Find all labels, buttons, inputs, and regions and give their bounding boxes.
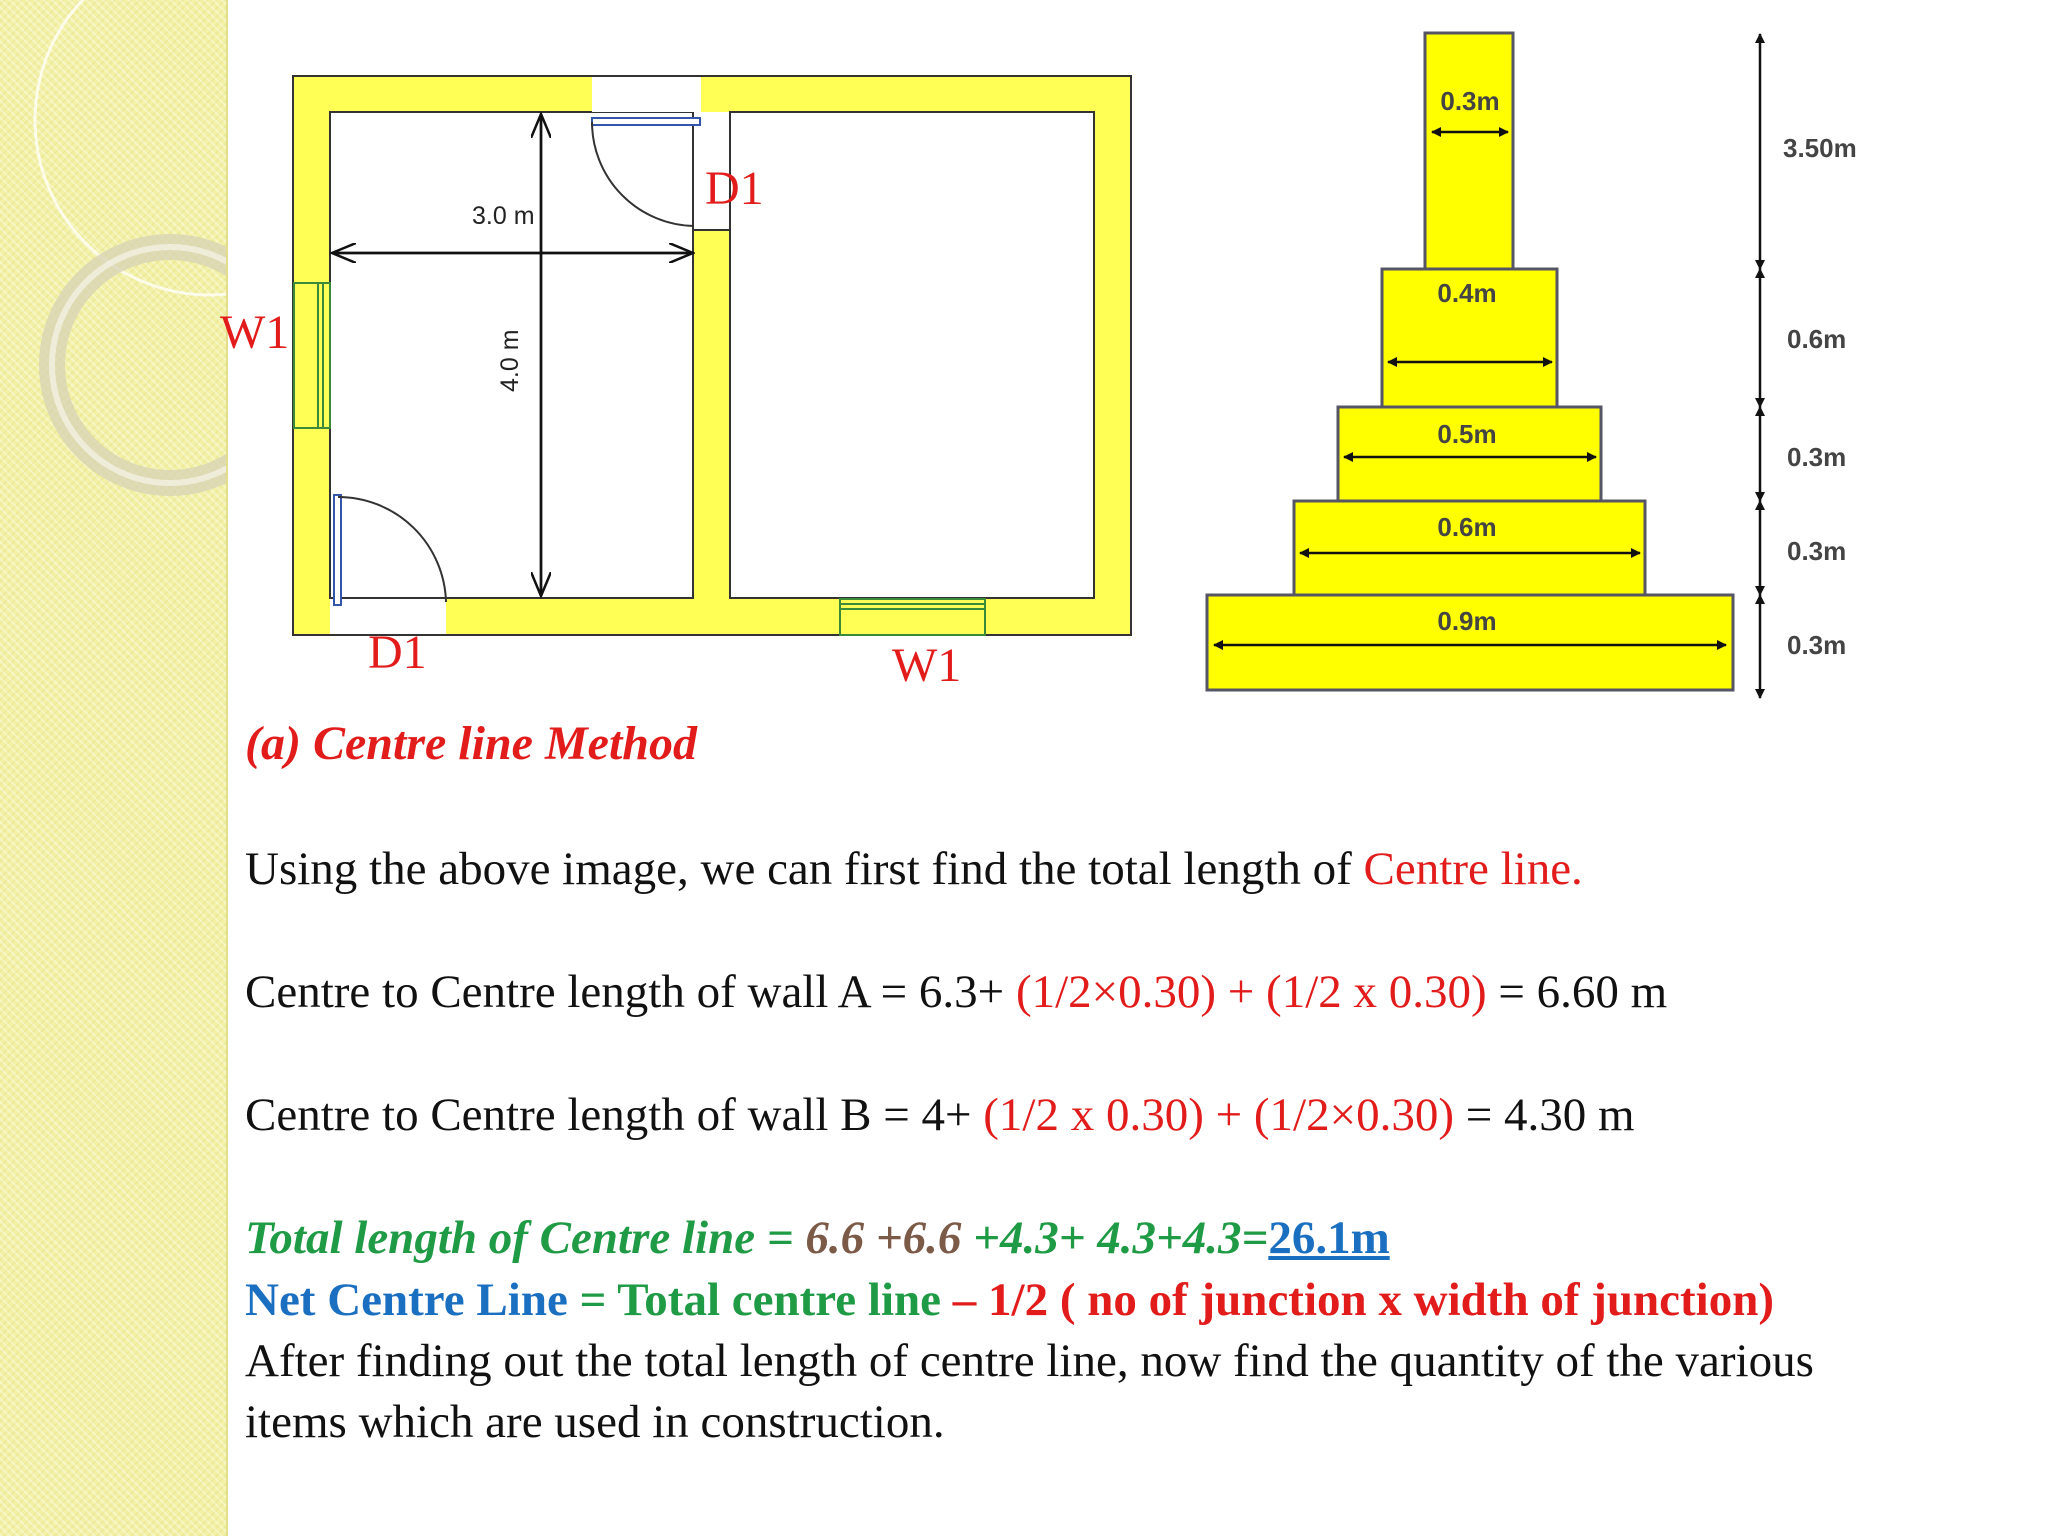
wall-a-line	[245, 965, 1667, 1019]
door-swing-bottom	[338, 497, 446, 602]
footing-section	[1207, 33, 1857, 698]
dim-width-label: 3.0 m	[472, 202, 535, 230]
width-label-5: 0.9m	[1437, 606, 1497, 636]
door-label-top: D1	[705, 162, 764, 215]
total-part-b: +4.3+ 4.3+4.3=	[973, 1212, 1269, 1264]
wall-b-line	[245, 1088, 1635, 1142]
height-label-5: 0.3m	[1787, 630, 1847, 660]
window-bottom	[840, 599, 985, 635]
heading: (a) Centre line Method	[245, 717, 697, 770]
net-equals: = Total centre line	[567, 1274, 953, 1326]
after-line-1: After finding out the total length of centre line, now find the quantity of the various	[245, 1335, 1814, 1387]
door-swing-top	[592, 122, 694, 226]
net-label: Net Centre Line	[245, 1274, 568, 1326]
door-leaf-bottom	[334, 495, 341, 605]
height-label-4: 0.3m	[1787, 536, 1847, 566]
total-text: Total length of Centre line =	[245, 1212, 806, 1264]
width-label-2: 0.4m	[1437, 278, 1497, 308]
intro-text: Using the above image, we can first find the total length of	[245, 843, 1364, 895]
door-label-bottom: D1	[368, 626, 427, 679]
window-label-bottom: W1	[892, 639, 962, 692]
footing-step-1	[1425, 33, 1513, 269]
intro-highlight: Centre line.	[1363, 843, 1583, 895]
diagram	[0, 0, 2048, 720]
door-opening-top	[592, 77, 701, 112]
wall-b-result: = 4.30 m	[1454, 1089, 1635, 1141]
wall-b-text: Centre to Centre length of wall B = 4+	[245, 1089, 984, 1141]
total-result: 26.1m	[1268, 1212, 1390, 1264]
wall-b-terms: (1/2 x 0.30) + (1/2×0.30)	[983, 1089, 1455, 1141]
wall-a-result: = 6.60 m	[1486, 966, 1668, 1018]
width-label-4: 0.6m	[1437, 512, 1497, 542]
net-formula: – 1/2 ( no of junction x width of junction)	[952, 1274, 1775, 1326]
wall-a-terms: (1/2×0.30) + (1/2 x 0.30)	[1015, 966, 1487, 1018]
total-line	[245, 1211, 1390, 1265]
height-label-3: 0.3m	[1787, 442, 1847, 472]
intro-line	[245, 842, 1583, 896]
height-label-1: 3.50m	[1783, 133, 1857, 163]
total-part-a: 6.6 +6.6	[805, 1212, 974, 1264]
door-leaf-top	[592, 118, 700, 125]
window-left	[294, 283, 330, 428]
height-label-2: 0.6m	[1787, 324, 1847, 354]
window-label-left: W1	[220, 306, 290, 359]
floor-plan	[293, 76, 1131, 635]
net-line	[245, 1273, 1774, 1327]
width-label-3: 0.5m	[1437, 419, 1497, 449]
wall-a-text: Centre to Centre length of wall A = 6.3+	[245, 966, 1016, 1018]
dim-height-label: 4.0 m	[496, 329, 524, 392]
width-label-1: 0.3m	[1440, 86, 1500, 116]
after-line-2: items which are used in construction.	[245, 1396, 945, 1448]
